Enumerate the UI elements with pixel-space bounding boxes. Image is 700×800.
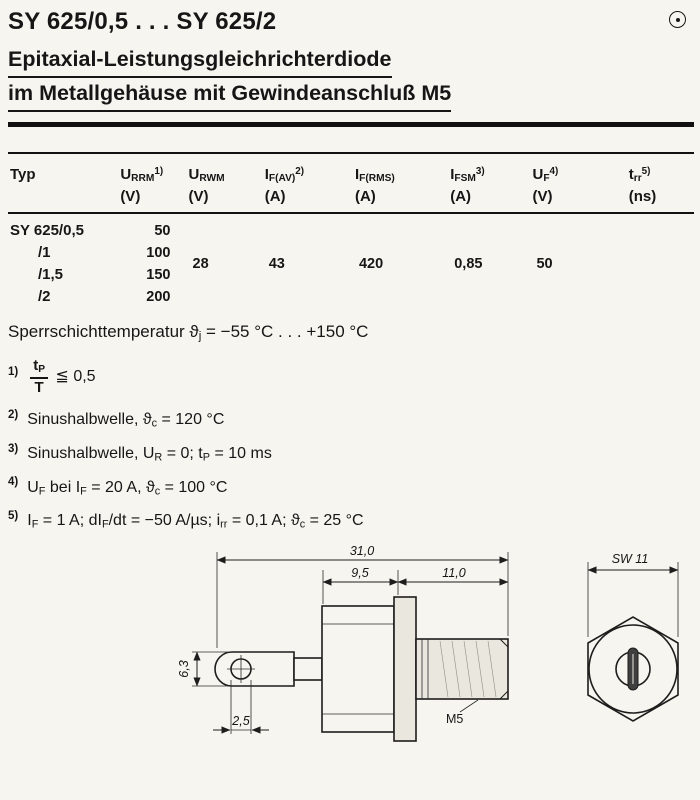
footnote-text: $U_F$ bei $I_F = 20$ A, $ϑ_c = 100$ °C [27,478,228,497]
cell-ifav: 28 [192,255,209,272]
cell-typ: /2 [38,288,51,306]
col-header-trr: $t_{rr}^{5)}$ (ns) [627,154,694,213]
cell-uf: 0,85 [454,255,483,272]
footnote-text: $\frac{t_P}{T}$ ≦ 0,5 [27,368,95,385]
cell-urrm: 200 [146,288,171,305]
page-title: SY 625/0,5 . . . SY 625/2 [8,8,277,35]
hex-front-view [588,552,678,721]
subtitle-line-1: Epitaxial-Leistungsgleichrichterdiode [8,44,392,78]
page-subtitle [8,44,694,112]
dim-overall-label: 31,0 [349,543,375,558]
footnote-text: Sinushalbwelle, $U_R = 0$; $t_P = 10$ ms [27,444,272,464]
footnote-1 [8,358,694,396]
footnote-marker: 3) [8,442,19,455]
col-header-uf: $U_F^{4)}$ (V) [530,154,626,213]
footnote-2 [8,409,694,430]
title-bar [8,6,694,42]
footnote-marker: 5) [8,509,19,522]
wrench-size-label: SW 11 [611,551,649,566]
cell-urrm: 50 [154,222,171,239]
col-header-ifsm: $I_{FSM}^{3)}$ (A) [448,154,530,213]
junction-temperature-line: Sperrschichttemperatur $ϑ_j = -55$ °C . . . +150 °C [8,321,369,343]
col-header-ifav: $I_{F(AV)}^{2)}$ (A) [263,154,353,213]
col-header-urrm: $U_{RRM}^{1)}$ (V) [118,154,186,213]
subtitle-line-2: im Metallgehäuse mit Gewindeanschluß M5 [8,78,451,112]
threaded-stud [416,639,508,699]
dimension-drawing [8,544,696,756]
cell-trr: 50 [536,255,553,272]
dim-thread-length-label: 11,0 [442,565,466,580]
circle-dot-icon [669,11,686,28]
flange-washer [394,597,416,741]
hex-body [322,606,394,732]
dim-hole-diameter-label: 2,5 [232,713,250,728]
cell-typ: /1,5 [38,266,64,284]
cell-typ: SY 625/0,5 [10,222,84,240]
dim-body-width-label: 9,5 [351,565,369,580]
col-header-ifrms: $I_{F(RMS)}$ (A) [353,154,448,213]
hole-diameter-dimension [213,680,269,734]
col-header-urwm: $U_{RWM}$ (V) [187,154,263,213]
neck [294,658,322,680]
footnote-marker: 2) [8,408,19,421]
table-row [8,213,694,242]
col-header-typ: Typ [8,154,118,213]
thread-size-label: M5 [446,711,464,726]
footnote-marker: 4) [8,476,19,489]
dim-lug-height-label: 6,3 [177,659,191,678]
footnote-4 [8,476,694,497]
cell-typ: /1 [38,244,51,262]
footnote-3 [8,443,694,464]
divider-thick [8,122,694,127]
footnote-text: $I_F = 1$ A; $dI_F/dt = -50$ A/µs; $i_{rr} = 0,1$ A; $ϑ_c = 25$ °C [27,512,364,531]
footnote-marker: 1) [8,365,19,378]
cell-ifsm: 420 [358,255,384,272]
footnote-5 [8,510,694,531]
ratings-table [8,154,694,308]
cell-urrm: 150 [146,266,171,283]
cell-ifrms: 43 [268,255,285,272]
footnote-text: Sinushalbwelle, $ϑ_c = 120$ °C [27,411,225,430]
cell-urrm: 100 [146,244,171,261]
diode-side-view [215,597,508,741]
ratings-table-header-row [8,154,694,213]
